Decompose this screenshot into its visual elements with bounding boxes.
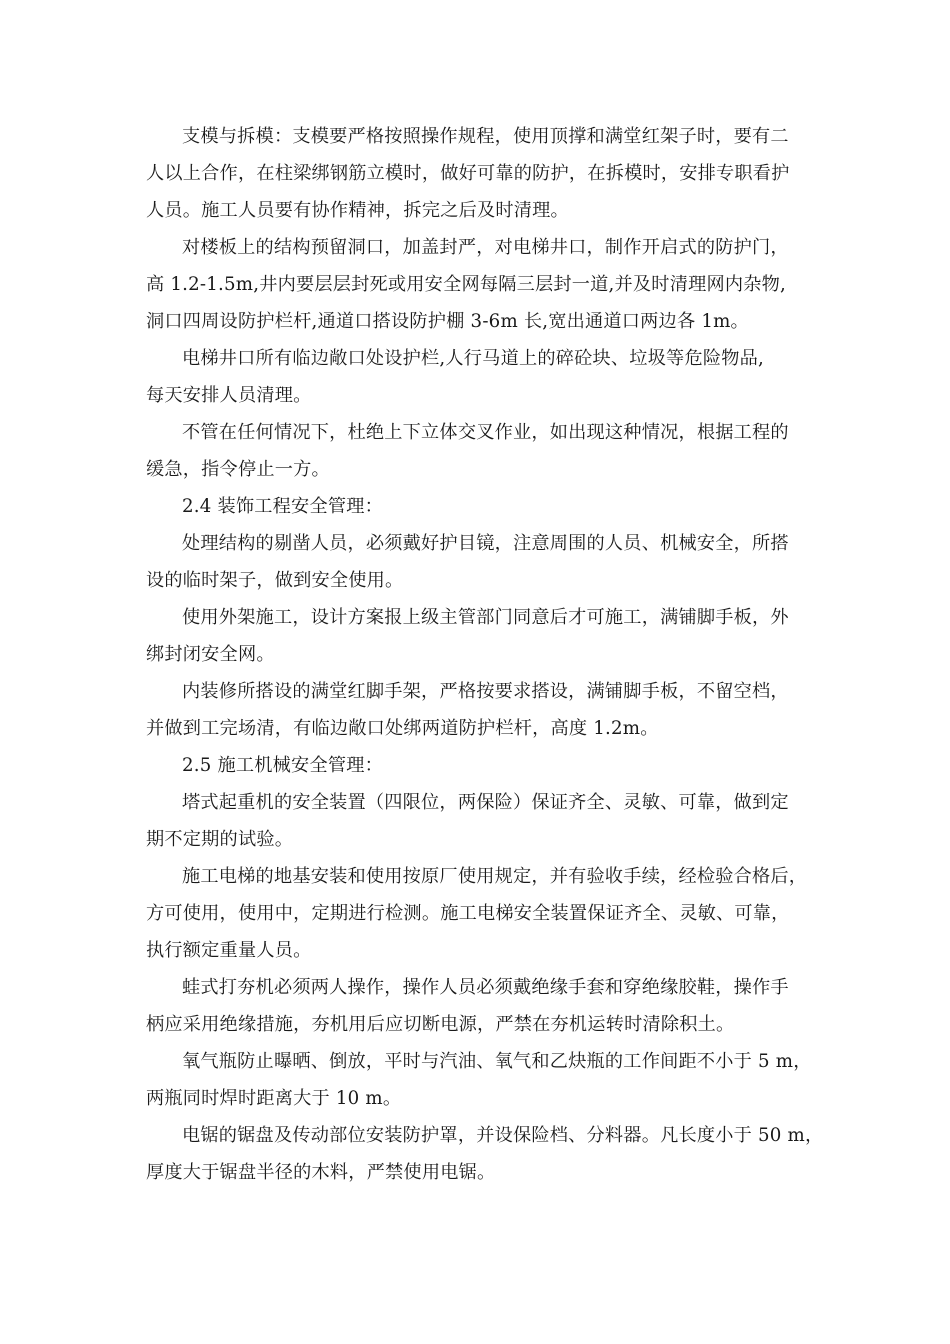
text-line: 设的临时架子，做到安全使用。 [146, 570, 404, 591]
text-line: 缓急，指令停止一方。 [146, 459, 330, 480]
text-line: 处理结构的剔凿人员，必须戴好护目镜，注意周围的人员、机械安全，所搭 [182, 533, 789, 554]
text-line: 不管在任何情况下，杜绝上下立体交叉作业，如出现这种情况，根据工程的 [182, 422, 789, 443]
text-line: 执行额定重量人员。 [146, 940, 312, 961]
text-line: 每天安排人员清理。 [146, 385, 312, 406]
paragraph [146, 969, 814, 1043]
text-line: 柄应采用绝缘措施，夯机用后应切断电源，严禁在夯机运转时清除积土。 [146, 1014, 735, 1035]
text-line: 两瓶同时焊时距离大于 10 m。 [146, 1088, 402, 1109]
text-line: 内装修所搭设的满堂红脚手架，严格按要求搭设，满铺脚手板，不留空档， [182, 681, 789, 702]
text-line: 蛙式打夯机必须两人操作，操作人员必须戴绝缘手套和穿绝缘胶鞋，操作手 [182, 977, 789, 998]
document-body [146, 118, 824, 1191]
paragraph [146, 784, 814, 858]
paragraph [146, 525, 814, 599]
text-line: 支模与拆模：支模要严格按照操作规程，使用顶撑和满堂红架子时，要有二 [182, 126, 789, 147]
text-line: 期不定期的试验。 [146, 829, 294, 850]
text-line: 人以上合作，在柱梁绑钢筋立模时，做好可靠的防护，在拆模时，安排专职看护 [146, 163, 790, 184]
text-line: 并做到工完场清，有临边敞口处绑两道防护栏杆，高度 1.2m。 [146, 718, 659, 739]
text-line: 使用外架施工，设计方案报上级主管部门同意后才可施工，满铺脚手板，外 [182, 607, 789, 628]
text-line: 厚度大于锯盘半径的木料，严禁使用电锯。 [146, 1162, 496, 1183]
text-line: 2.4 装饰工程安全管理： [182, 496, 383, 517]
text-line: 对楼板上的结构预留洞口，加盖封严，对电梯井口，制作开启式的防护门， [182, 237, 789, 258]
paragraph [146, 1117, 824, 1191]
paragraph [146, 229, 814, 340]
text-line: 洞口四周设防护栏杆,通道口搭设防护棚 3-6m 长,宽出通道口两边各 1m。 [146, 311, 749, 332]
text-line: 氧气瓶防止曝晒、倒放，平时与汽油、氧气和乙炔瓶的工作间距不小于 5 m， [182, 1051, 812, 1072]
paragraph [146, 118, 814, 229]
paragraph [146, 1043, 814, 1117]
text-line: 方可使用，使用中，定期进行检测。施工电梯安全装置保证齐全、灵敏、可靠， [146, 903, 790, 924]
text-line: 绑封闭安全网。 [146, 644, 275, 665]
text-line: 2.5 施工机械安全管理： [182, 755, 383, 776]
paragraph [146, 488, 814, 525]
text-line: 人员。施工人员要有协作精神，拆完之后及时清理。 [146, 200, 569, 221]
paragraph [146, 599, 814, 673]
paragraph [146, 858, 814, 969]
text-line: 施工电梯的地基安装和使用按原厂使用规定，并有验收手续，经检验合格后， [182, 866, 808, 887]
text-line: 高 1.2-1.5m,井内要层层封死或用安全网每隔三层封一道,并及时清理网内杂物, [146, 274, 787, 295]
text-line: 电锯的锯盘及传动部位安装防护罩，并设保险档、分料器。凡长度小于 50 m， [182, 1125, 824, 1146]
text-line: 塔式起重机的安全装置（四限位，两保险）保证齐全、灵敏、可靠，做到定 [182, 792, 789, 813]
paragraph [146, 673, 814, 747]
paragraph [146, 340, 814, 414]
text-line: 电梯井口所有临边敞口处设护栏,人行马道上的碎砼块、垃圾等危险物品, [182, 348, 764, 369]
paragraph [146, 414, 814, 488]
paragraph [146, 747, 814, 784]
